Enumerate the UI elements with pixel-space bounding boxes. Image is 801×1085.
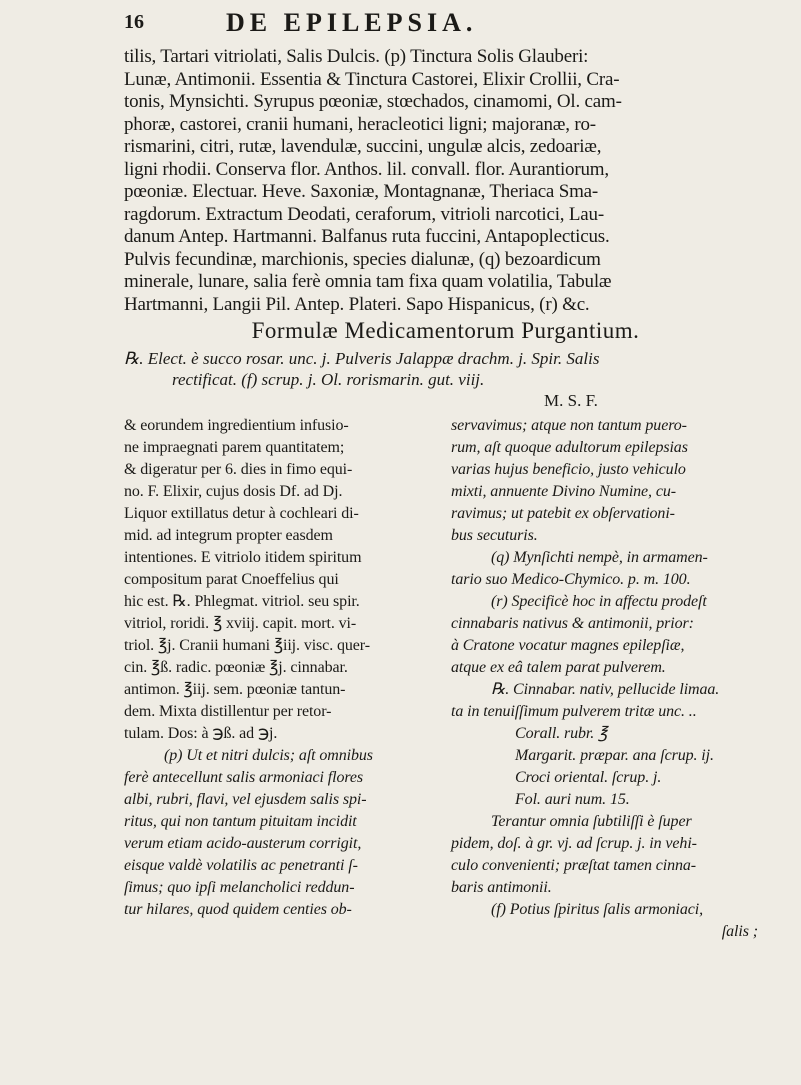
page-number: 16 [124, 11, 144, 33]
text-line: danum Antep. Hartmanni. Balfanus ruta fuccini, Antapoplecticus. [124, 226, 610, 247]
footnote-line: baris antimonii. [451, 879, 552, 896]
formula-signature: M. S. F. [544, 391, 598, 410]
footnote-line: eisque valdè volatilis ac penetranti ſ- [124, 857, 358, 874]
page-header [124, 8, 767, 46]
footnote-line: atque ex eâ talem parat pulverem. [451, 659, 666, 676]
footnote-line: ritus, qui non tantum pituitam incidit [124, 813, 357, 830]
footnote-line: ferè antecellunt salis armoniaci flores [124, 769, 364, 786]
footnote-line: (p) Ut et nitri dulcis; aſt omnibus [164, 747, 373, 764]
column-line: intentiones. E vitriolo itidem spiritum [124, 549, 362, 566]
footnote-line: tur hilares, quod quidem centies ob- [124, 901, 352, 918]
recipe-line: Croci oriental. ſcrup. j. [515, 769, 662, 786]
column-line: hic est. ℞. Phlegmat. vitriol. seu spir. [124, 593, 360, 610]
column-line: mid. ad integrum propter easdem [124, 527, 333, 544]
footnote-line: varias hujus beneficio, justo vehiculo [451, 461, 686, 478]
text-line: Hartmanni, Langii Pil. Antep. Plateri. Sapo Hispanicus, (r) &c. [124, 293, 590, 315]
footnote-line: bus secuturis. [451, 527, 538, 544]
text-line: ragdorum. Extractum Deodati, ceraforum, vitrioli narcotici, Lau- [124, 203, 604, 225]
footnote-line: Terantur omnia ſubtiliſſi è ſuper [491, 813, 692, 830]
footnote-line: servavimus; atque non tantum puero- [451, 417, 687, 434]
column-line: no. F. Elixir, cujus dosis Df. ad Dj. [124, 483, 343, 500]
recipe-line: ℞. Cinnabar. nativ, pellucide limaa. [491, 681, 720, 698]
recipe-line: ta in tenuiſſimum pulverem tritæ unc. .. [451, 703, 697, 720]
recipe-line: Fol. auri num. 15. [515, 791, 630, 808]
column-line: & eorundem ingredientium infusio- [124, 417, 349, 434]
footnote-line: culo convenienti; præſtat tamen cinna- [451, 857, 697, 874]
column-line: compositum parat Cnoeffelius qui [124, 571, 339, 588]
footnote-line: à Cratone vocatur magnes epilepſiæ, [451, 637, 685, 654]
column-line: dem. Mixta distillentur per retor- [124, 703, 332, 720]
formula-block [124, 348, 767, 411]
text-line: tonis, Mynsichti. Syrupus pœoniæ, stœchados, cinamomi, Ol. cam- [124, 91, 622, 112]
right-column [451, 415, 766, 943]
column-line: cin. ℥ß. radic. pœoniæ ℥j. cinnabar. [124, 659, 348, 676]
column-line: & digeratur per 6. dies in fimo equi- [124, 461, 353, 478]
running-title: DE EPILEPSIA. [226, 8, 478, 37]
intro-paragraph [124, 46, 767, 316]
footnote-line: verum etiam acido-austerum corrigit, [124, 835, 362, 852]
text-line: rismarini, citri, rutæ, lavendulæ, succini, ungulæ alcis, zedoariæ, [124, 136, 602, 157]
text-line: Pulvis fecundinæ, marchionis, species dialunæ, (q) bezoardicum [124, 248, 601, 270]
text-line: phoræ, castorei, cranii humani, heracleotici ligni; majoranæ, ro- [124, 113, 596, 135]
section-title: Formulæ Medicamentorum Purgantium. [251, 318, 640, 343]
footnote-line: rum, aſt quoque adultorum epilepsias [451, 439, 688, 456]
footnote-line: albi, rubri, flavi, vel ejusdem salis spi- [124, 791, 367, 808]
left-column [124, 415, 439, 943]
footnote-line: (q) Mynſichti nempè, in armamen- [491, 549, 708, 566]
footnote-line: (r) Specificè hoc in affectu prodeſt [491, 593, 707, 610]
column-line: Liquor extillatus detur à cochleari di- [124, 505, 359, 522]
column-line: antimon. ℥iij. sem. pœoniæ tantun- [124, 681, 346, 698]
text-line: minerale, lunare, salia ferè omnia tam fixa quam volatilia, Tabulæ [124, 271, 612, 292]
footnote-line: cinnabaris nativus & antimonii, prior: [451, 615, 694, 632]
column-line: ne impraegnati parem quantitatem; [124, 439, 345, 456]
footnote-line: ravimus; ut patebit ex obſervationi- [451, 505, 675, 522]
column-line: tulam. Dos: à ℈ß. ad ℈j. [124, 725, 278, 742]
column-line: vitriol, roridi. ℥ xviij. capit. mort. vi- [124, 615, 357, 632]
footnote-line: pidem, doſ. à gr. vj. ad ſcrup. j. in vehi- [451, 835, 697, 852]
recipe-line: Margarit. præpar. ana ſcrup. ij. [515, 747, 714, 764]
footnote-line: tario suo Medico-Chymico. p. m. 100. [451, 571, 691, 588]
two-column-body [124, 415, 767, 943]
text-line: tilis, Tartari vitriolati, Salis Dulcis. (p) Tinctura Solis Glauberi: [124, 46, 589, 67]
footnote-line: mixti, annuente Divino Numine, cu- [451, 483, 676, 500]
footnote-line: (f) Potius ſpiritus ſalis armoniaci, [491, 901, 703, 918]
footnote-line: ſimus; quo ipſi melancholici reddun- [124, 879, 355, 896]
catchword: ſalis ; [721, 923, 758, 940]
text-line: pœoniæ. Electuar. Heve. Saxoniæ, Montagnanæ, Theriaca Sma- [124, 181, 599, 202]
recipe-line: Corall. rubr. ℥ [515, 725, 608, 742]
text-line: Lunæ, Antimonii. Essentia & Tinctura Castorei, Elixir Crollii, Cra- [124, 68, 620, 90]
formula-line: rectificat. (f) scrup. j. Ol. rorismarin. gut. viij. [172, 370, 485, 389]
column-line: triol. ℥j. Cranii humani ℥iij. visc. quer- [124, 637, 370, 654]
formula-line: ℞. Elect. è succo rosar. unc. j. Pulveris Jalappæ drachm. j. Spir. Salis [124, 349, 600, 368]
text-line: ligni rhodii. Conserva flor. Anthos. lil. convall. flor. Aurantiorum, [124, 158, 609, 180]
